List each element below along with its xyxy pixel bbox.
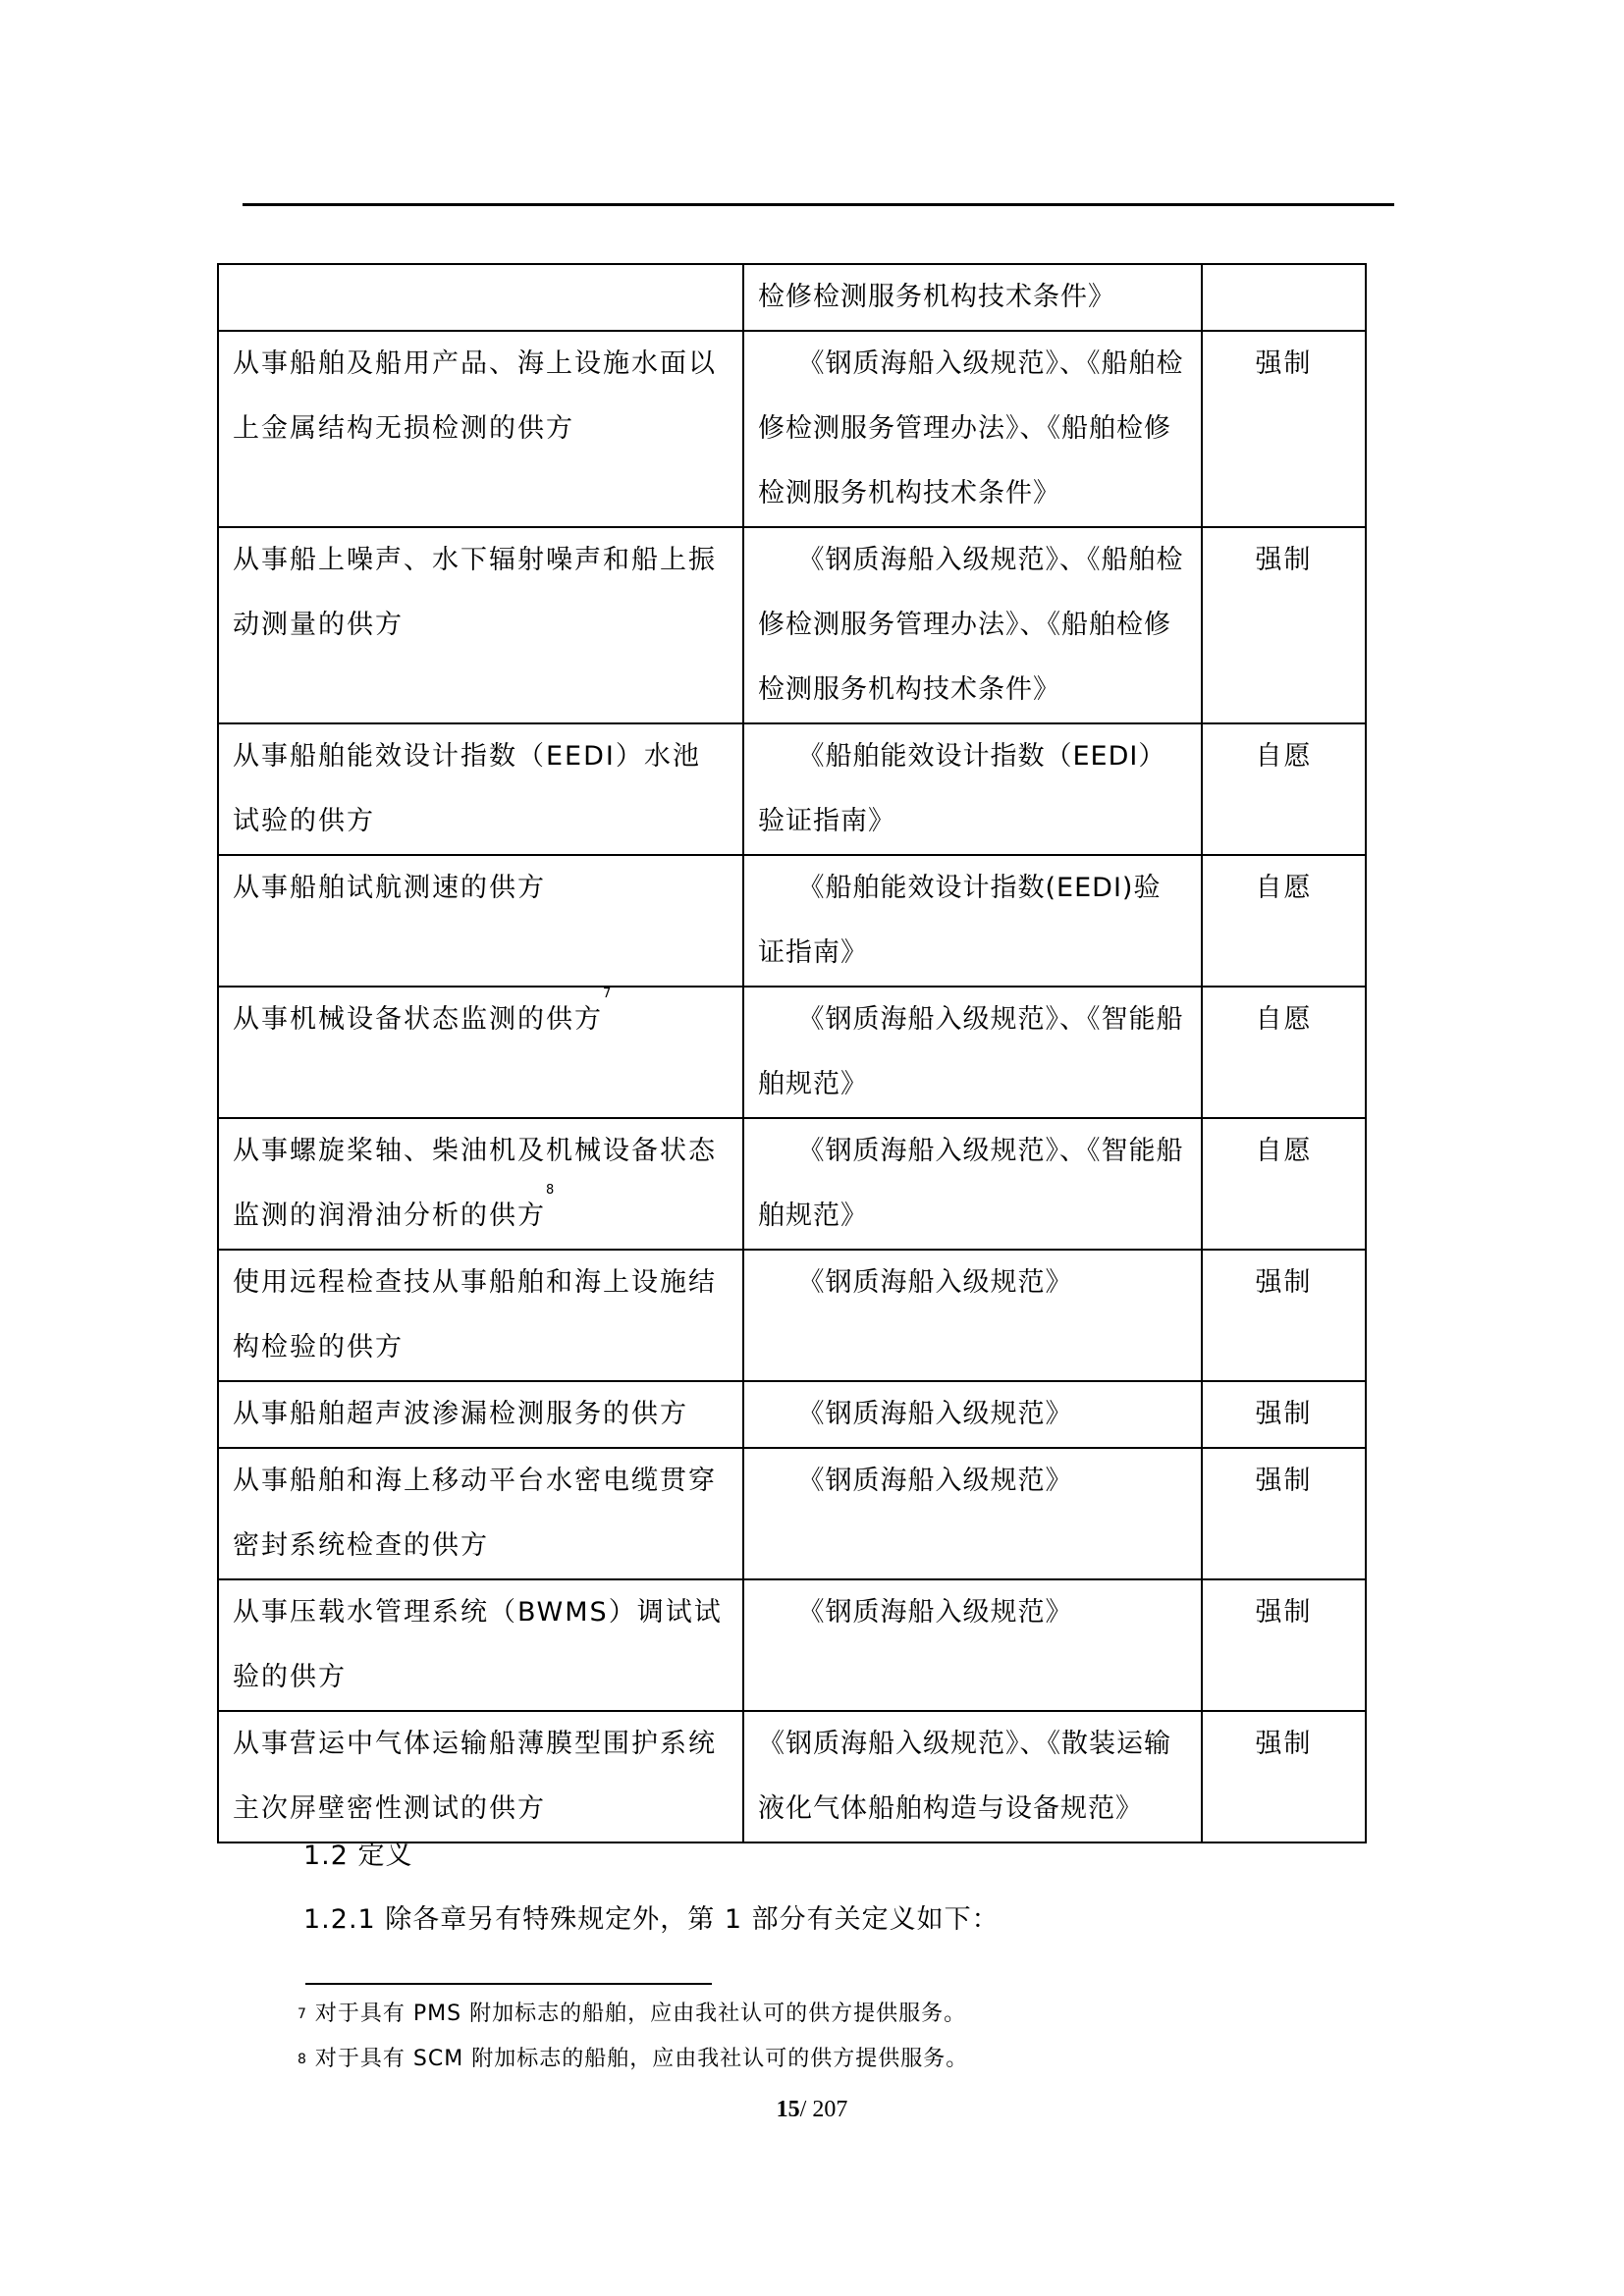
footnote-number: 8 xyxy=(298,2052,307,2067)
basis-cell: 《钢质海船入级规范》、《智能船舶规范》 xyxy=(743,987,1202,1118)
supplier-cell xyxy=(218,331,743,527)
type-cell: 强制 xyxy=(1202,527,1366,723)
page-current: 15 xyxy=(776,2097,800,2122)
requirements-table-body xyxy=(218,264,1366,1842)
table-row xyxy=(218,987,1366,1118)
table-row xyxy=(218,1250,1366,1381)
page-total: / 207 xyxy=(799,2097,848,2122)
table-row xyxy=(218,723,1366,855)
type-cell: 强制 xyxy=(1202,1381,1366,1448)
page-number xyxy=(0,2097,1624,2123)
supplier-text: 从事船上噪声、水下辐射噪声和船上振动测量的供方 xyxy=(233,545,717,640)
supplier-cell xyxy=(218,1579,743,1711)
supplier-cell xyxy=(218,1118,743,1250)
supplier-text: 从事机械设备状态监测的供方 xyxy=(233,1004,603,1035)
footnote-8 xyxy=(298,2045,968,2074)
table-row xyxy=(218,1448,1366,1579)
supplier-text: 从事船舶试航测速的供方 xyxy=(233,873,546,903)
supplier-cell xyxy=(218,1711,743,1842)
basis-cell: 检修检测服务机构技术条件》 xyxy=(743,264,1202,331)
table-row xyxy=(218,1118,1366,1250)
type-cell: 强制 xyxy=(1202,331,1366,527)
type-cell: 自愿 xyxy=(1202,855,1366,987)
supplier-text: 从事营运中气体运输船薄膜型围护系统主次屏壁密性测试的供方 xyxy=(233,1729,717,1824)
footnote-number: 7 xyxy=(298,2006,307,2022)
supplier-text: 从事船舶超声波渗漏检测服务的供方 xyxy=(233,1399,688,1429)
supplier-cell xyxy=(218,1381,743,1448)
footnote-ref: 7 xyxy=(603,987,614,1001)
type-cell: 自愿 xyxy=(1202,723,1366,855)
header-rule xyxy=(243,203,1394,206)
type-cell xyxy=(1202,264,1366,331)
supplier-text: 从事船舶及船用产品、海上设施水面以上金属结构无损检测的供方 xyxy=(233,348,717,444)
type-cell: 自愿 xyxy=(1202,1118,1366,1250)
supplier-cell xyxy=(218,527,743,723)
supplier-cell xyxy=(218,855,743,987)
footnote-ref: 8 xyxy=(546,1183,557,1198)
supplier-cell xyxy=(218,264,743,331)
footnote-text: 对于具有 SCM 附加标志的船舶，应由我社认可的供方提供服务。 xyxy=(314,2047,969,2071)
basis-cell: 《钢质海船入级规范》 xyxy=(743,1579,1202,1711)
supplier-text: 从事船舶和海上移动平台水密电缆贯穿密封系统检查的供方 xyxy=(233,1466,717,1561)
footnote-text: 对于具有 PMS 附加标志的船舶，应由我社认可的供方提供服务。 xyxy=(314,2002,967,2026)
footnote-rule xyxy=(305,1983,712,1985)
basis-cell: 《钢质海船入级规范》 xyxy=(743,1381,1202,1448)
basis-cell: 《船舶能效设计指数(EEDI)验证指南》 xyxy=(743,855,1202,987)
basis-cell: 《钢质海船入级规范》、《散装运输液化气体船舶构造与设备规范》 xyxy=(743,1711,1202,1842)
type-cell: 强制 xyxy=(1202,1711,1366,1842)
section-heading: 1.2 定义 xyxy=(303,1841,413,1871)
table-row xyxy=(218,1381,1366,1448)
supplier-text: 从事船舶能效设计指数（EEDI）水池试验的供方 xyxy=(233,741,701,836)
table-row xyxy=(218,264,1366,331)
basis-cell: 《钢质海船入级规范》、《船舶检修检测服务管理办法》、《船舶检修检测服务机构技术条件》 xyxy=(743,331,1202,527)
supplier-cell xyxy=(218,987,743,1118)
type-cell: 强制 xyxy=(1202,1579,1366,1711)
table-row xyxy=(218,527,1366,723)
supplier-text: 从事压载水管理系统（BWMS）调试试验的供方 xyxy=(233,1597,723,1692)
table-row xyxy=(218,1579,1366,1711)
type-cell: 强制 xyxy=(1202,1250,1366,1381)
type-cell: 自愿 xyxy=(1202,987,1366,1118)
section-paragraph: 1.2.1 除各章另有特殊规定外，第 1 部分有关定义如下： xyxy=(303,1904,1000,1935)
type-cell: 强制 xyxy=(1202,1448,1366,1579)
basis-cell: 《钢质海船入级规范》 xyxy=(743,1448,1202,1579)
requirements-table xyxy=(217,263,1367,1843)
supplier-cell xyxy=(218,1250,743,1381)
basis-cell: 《钢质海船入级规范》、《船舶检修检测服务管理办法》、《船舶检修检测服务机构技术条件》 xyxy=(743,527,1202,723)
basis-cell: 《钢质海船入级规范》、《智能船舶规范》 xyxy=(743,1118,1202,1250)
basis-cell: 《钢质海船入级规范》 xyxy=(743,1250,1202,1381)
supplier-text: 从事螺旋桨轴、柴油机及机械设备状态监测的润滑油分析的供方 xyxy=(233,1136,717,1231)
table-row xyxy=(218,331,1366,527)
footnote-7 xyxy=(298,2000,966,2029)
table-row xyxy=(218,1711,1366,1842)
supplier-text: 使用远程检查技从事船舶和海上设施结构检验的供方 xyxy=(233,1267,717,1362)
basis-cell: 《船舶能效设计指数（EEDI）验证指南》 xyxy=(743,723,1202,855)
table-row xyxy=(218,855,1366,987)
supplier-cell xyxy=(218,723,743,855)
supplier-cell xyxy=(218,1448,743,1579)
